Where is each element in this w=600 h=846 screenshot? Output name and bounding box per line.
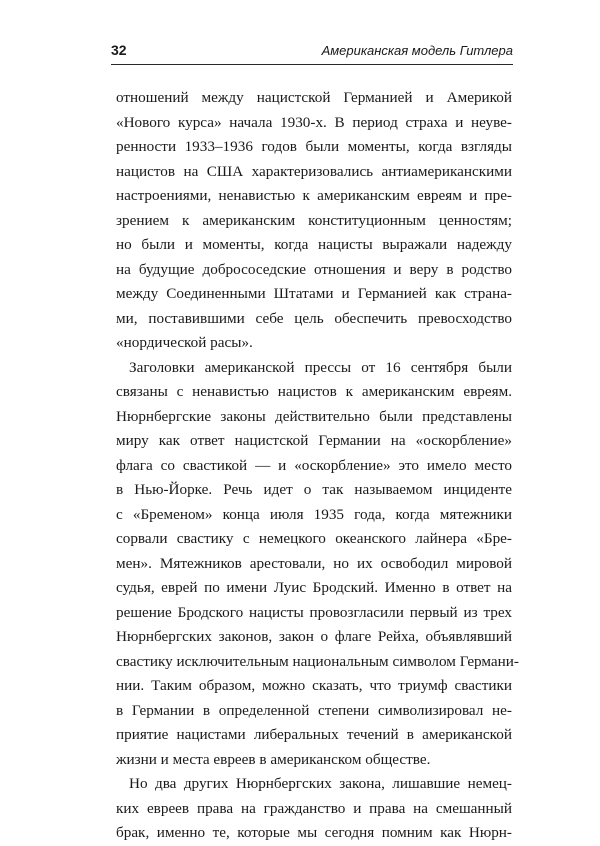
text-line: Нюрнбергских законов, закон о флаге Рейха, объявлявший [116, 628, 512, 645]
running-title: Американская модель Гитлера [321, 43, 513, 58]
text-line: между Соединенными Штатами и Германией как страна- [116, 285, 512, 302]
text-line: Но два других Нюрнбергских закона, лишавшие немец- [129, 775, 512, 792]
text-line: «Нового курса» начала 1930-х. В период страха и неуве- [116, 113, 512, 131]
text-line: настроениями, ненавистью к американским евреям и пре- [116, 187, 512, 204]
page-number: 32 [111, 42, 127, 58]
text-line: жизни и места евреев в американском обществе. [116, 750, 431, 768]
text-line: решение Бродского нацисты провозгласили первый из трех [116, 603, 512, 621]
text-line: в Нью-Йорке. Речь идет о так называемом инциденте [116, 481, 512, 498]
text-line: но были и моменты, когда нацисты выражали надежду [116, 236, 512, 253]
text-line: Заголовки американской прессы от 16 сентября были [129, 358, 512, 376]
paragraph [116, 356, 519, 773]
text-line: сорвали свастику с немецкого океанского лайнера «Бре- [116, 530, 512, 547]
text-line: ми, поставившими себе цель обеспечить превосходство [116, 309, 512, 327]
text-line: в Германии в определенной степени символизировал не- [116, 701, 512, 719]
text-line: нацистов на США характеризовались антиамериканскими [116, 162, 512, 180]
text-line: связаны с ненавистью нацистов к американским евреям. [116, 383, 512, 400]
text-line: судья, еврей по имени Луис Бродский. Именно в ответ на [116, 579, 512, 596]
text-line: отношений между нацистской Германией и Америкой [116, 89, 512, 106]
text-line: брак, именно те, которые мы сегодня помним как Нюрн- [116, 824, 512, 841]
text-line: нии. Таким образом, можно сказать, что триумф свастики [116, 677, 512, 694]
text-line: свастику исключительным национальным символом Германи- [116, 652, 519, 670]
text-line: ких евреев права на гражданство и права на смешанный [116, 799, 512, 817]
paragraph-continued [116, 86, 512, 356]
paragraph [116, 772, 512, 846]
text-line: зрением к американским конституционным ценностям; [116, 211, 512, 229]
text-line: ренности 1933–1936 годов были моменты, когда взгляды [116, 138, 512, 155]
text-line: миру как ответ нацистской Германии на «оскорбление» [116, 432, 512, 449]
text-line: приятие нацистами либеральных течений в американской [116, 726, 512, 743]
text-line: с «Бременом» конца июля 1935 года, когда мятежники [116, 505, 512, 523]
text-line: флага со свастикой — и «оскорбление» это имело место [116, 456, 512, 474]
page-header [111, 40, 513, 65]
body-text [116, 86, 519, 846]
text-line: на будущие добрососедские отношения и веру в родство [116, 260, 512, 278]
text-line: Нюрнбергские законы действительно были представлены [116, 407, 512, 425]
text-line: мен». Мятежников арестовали, но их освободил мировой [116, 554, 512, 572]
text-line: «нордической расы». [116, 334, 253, 351]
